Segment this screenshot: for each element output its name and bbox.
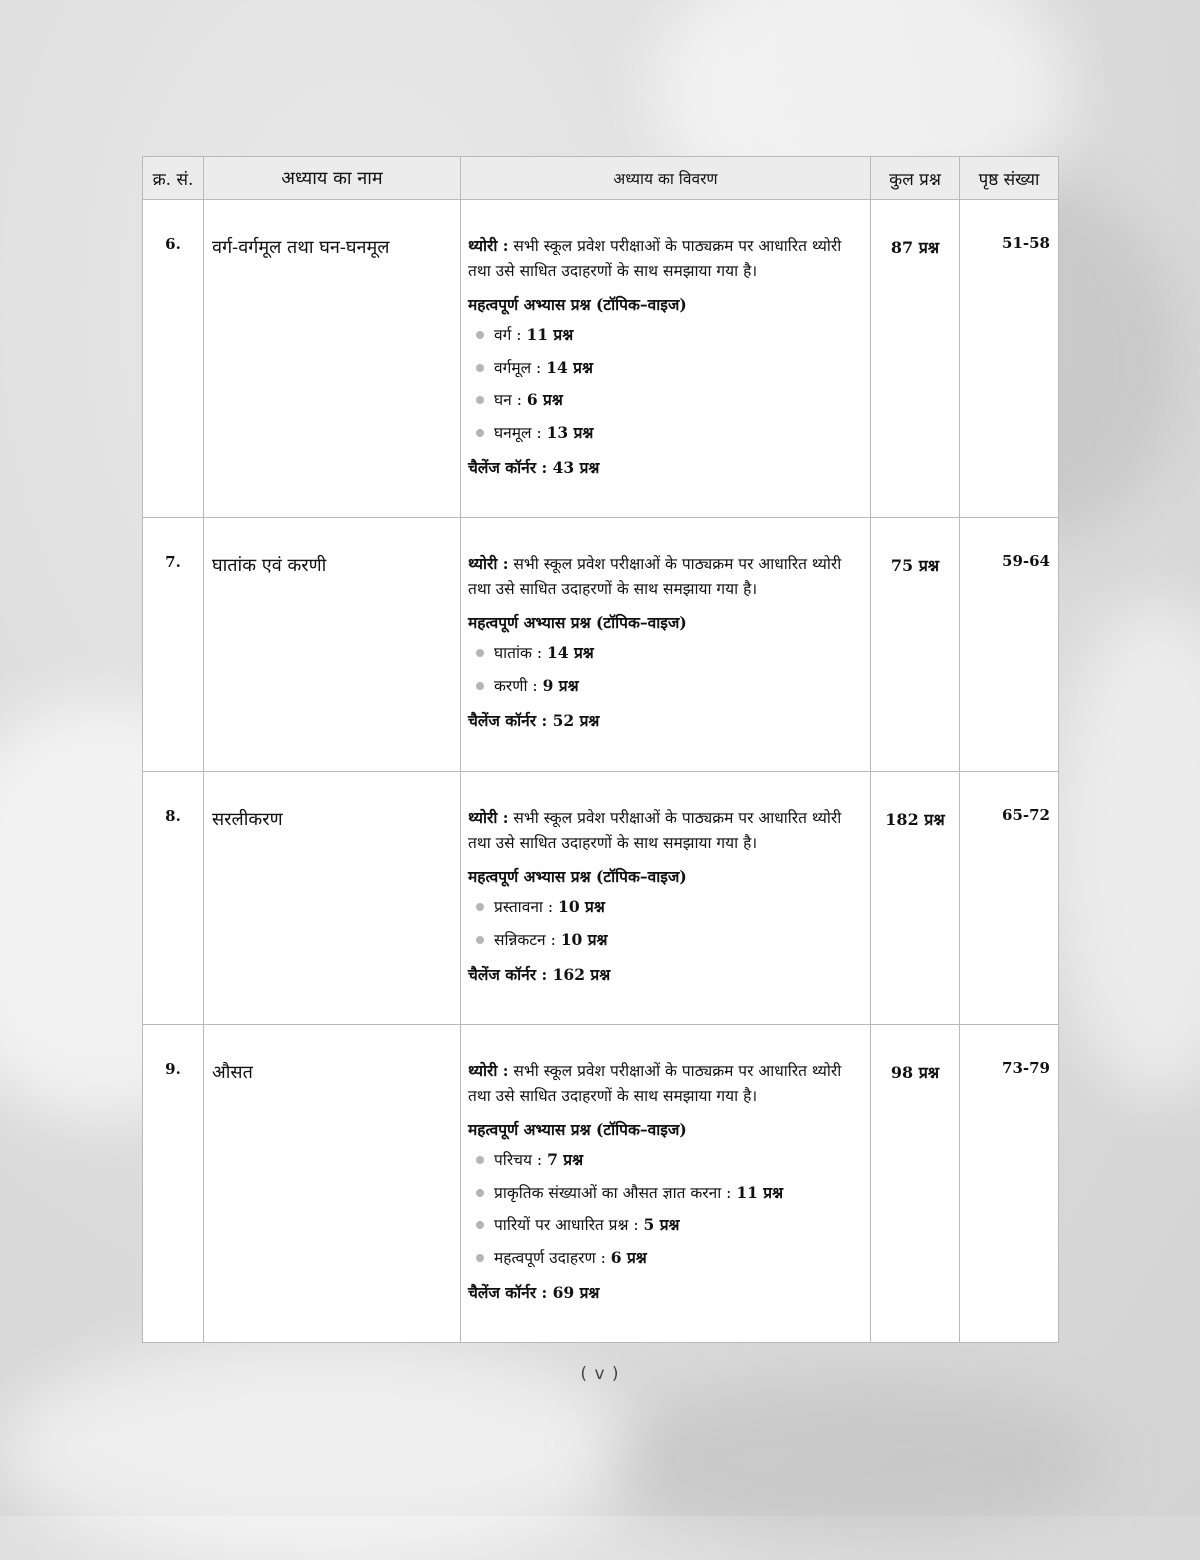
topic-item (468, 1246, 864, 1279)
serial-number: 9. (165, 1060, 181, 1078)
bullet-icon (476, 396, 484, 404)
topic-item (468, 1213, 864, 1246)
chapter-name: औसत (212, 1062, 253, 1083)
topic-item (468, 1181, 864, 1214)
topic-name: प्राकृतिक संख्याओं का औसत ज्ञात करना : (494, 1183, 732, 1202)
topic-name: महत्वपूर्ण उदाहरण : (494, 1248, 606, 1267)
chapter-name: घातांक एवं करणी (212, 555, 327, 576)
bullet-icon (476, 936, 484, 944)
chapter-details-cell (461, 1025, 871, 1343)
theory-text: सभी स्कूल प्रवेश परीक्षाओं के पाठ्यक्रम पर आधारित थ्योरी तथा उसे साधित उदाहरणों के साथ समझाया गया है। (468, 237, 842, 280)
important-questions-heading: महत्वपूर्ण अभ्यास प्रश्न (टॉपिक–वाइज) (468, 1120, 687, 1139)
theory-text: सभी स्कूल प्रवेश परीक्षाओं के पाठ्यक्रम पर आधारित थ्योरी तथा उसे साधित उदाहरणों के साथ समझाया गया है। (468, 1062, 842, 1105)
topic-count: 9 प्रश्न (542, 675, 579, 695)
topic-count: 6 प्रश्न (526, 390, 563, 409)
theory-label: थ्योरी : (468, 1061, 509, 1080)
page-range: 59-64 (1002, 552, 1050, 570)
topic-item (468, 323, 864, 356)
header-chapter-details: अध्याय का विवरण (461, 157, 871, 200)
theory-label: थ्योरी : (468, 236, 509, 255)
topic-list (468, 641, 864, 706)
bullet-icon (476, 682, 484, 690)
challenge-corner: चैलेंज कॉर्नर : 69 प्रश्न (468, 1283, 600, 1302)
total-questions-cell (871, 200, 960, 518)
bullet-icon (476, 331, 484, 339)
chapter-details-cell (461, 518, 871, 772)
topic-item (468, 356, 864, 389)
topic-item (468, 421, 864, 454)
topic-name: परिचय : (494, 1151, 543, 1169)
important-questions-heading: महत्वपूर्ण अभ्यास प्रश्न (टॉपिक–वाइज) (468, 867, 687, 886)
chapter-name: वर्ग-वर्गमूल तथा घन-घनमूल (212, 237, 390, 258)
topic-item (468, 928, 864, 961)
bullet-icon (476, 1254, 484, 1262)
theory-label: थ्योरी : (468, 554, 509, 573)
chapter-details-cell (461, 772, 871, 1025)
serial-cell (143, 772, 204, 1025)
serial-cell (143, 518, 204, 772)
total-questions: 98 प्रश्न (890, 1063, 940, 1082)
theory-text: सभी स्कूल प्रवेश परीक्षाओं के पाठ्यक्रम पर आधारित थ्योरी तथा उसे साधित उदाहरणों के साथ समझाया गया है। (468, 809, 842, 852)
important-questions-heading: महत्वपूर्ण अभ्यास प्रश्न (टॉपिक–वाइज) (468, 613, 687, 632)
bullet-icon (476, 1221, 484, 1229)
header-page-numbers: पृष्ठ संख्या (960, 157, 1059, 200)
topic-name: घातांक : (494, 644, 543, 662)
header-serial: क्र. सं. (143, 157, 204, 200)
header-total-questions: कुल प्रश्न (871, 157, 960, 200)
page-numbers-cell (960, 200, 1059, 518)
page-numbers-cell (960, 772, 1059, 1025)
contents-table (142, 156, 1059, 1343)
theory-label: थ्योरी : (468, 808, 509, 827)
topic-count: 11 प्रश्न (526, 325, 574, 344)
serial-cell (143, 1025, 204, 1343)
topic-count: 7 प्रश्न (547, 1150, 584, 1169)
chapter-name-cell (204, 518, 461, 772)
page-numbers-cell (960, 518, 1059, 772)
topic-name: प्रस्तावना : (494, 898, 554, 916)
topic-name: पारियों पर आधारित प्रश्न : (494, 1216, 639, 1234)
serial-number: 6. (165, 235, 181, 253)
total-questions-cell (871, 518, 960, 772)
important-questions-heading: महत्वपूर्ण अभ्यास प्रश्न (टॉपिक–वाइज) (468, 295, 687, 314)
bullet-icon (476, 429, 484, 437)
table-row (143, 1025, 1059, 1343)
bullet-icon (476, 1156, 484, 1164)
topic-name: घनमूल : (494, 423, 542, 442)
topic-list (468, 323, 864, 453)
topic-count: 6 प्रश्न (610, 1247, 647, 1267)
theory-description (468, 551, 864, 602)
table-header-row (143, 157, 1059, 200)
total-questions: 87 प्रश्न (890, 238, 940, 257)
table-row (143, 518, 1059, 772)
topic-name: वर्गमूल : (494, 358, 542, 377)
topic-item (468, 388, 864, 421)
table-row (143, 772, 1059, 1025)
challenge-corner: चैलेंज कॉर्नर : 52 प्रश्न (468, 711, 600, 730)
chapter-name-cell (204, 772, 461, 1025)
serial-cell (143, 200, 204, 518)
page-number: ( v ) (580, 1364, 620, 1384)
challenge-corner: चैलेंज कॉर्नर : 162 प्रश्न (468, 965, 611, 984)
page-numbers-cell (960, 1025, 1059, 1343)
bullet-icon (476, 903, 484, 911)
topic-item (468, 641, 864, 674)
topic-list (468, 895, 864, 960)
total-questions-cell (871, 1025, 960, 1343)
contents-table-container (142, 156, 1060, 1343)
total-questions: 75 प्रश्न (890, 556, 940, 575)
chapter-name-cell (204, 200, 461, 518)
topic-item (468, 674, 864, 707)
bullet-icon (476, 364, 484, 372)
topic-count: 10 प्रश्न (558, 897, 605, 916)
topic-count: 14 प्रश्न (546, 357, 593, 377)
topic-item (468, 895, 864, 928)
theory-description (468, 1058, 864, 1109)
header-chapter-name: अध्याय का नाम (204, 157, 461, 200)
serial-number: 8. (165, 807, 181, 825)
table-body (143, 200, 1059, 1343)
topic-list (468, 1148, 864, 1278)
challenge-corner: चैलेंज कॉर्नर : 43 प्रश्न (468, 458, 600, 477)
topic-count: 13 प्रश्न (546, 422, 594, 442)
background-shape (600, 1380, 1100, 1540)
table-row (143, 200, 1059, 518)
page-range: 51-58 (1002, 234, 1050, 252)
chapter-details-cell (461, 200, 871, 518)
topic-name: वर्ग : (494, 326, 522, 344)
chapter-name-cell (204, 1025, 461, 1343)
serial-number: 7. (165, 553, 181, 571)
topic-count: 14 प्रश्न (547, 643, 594, 662)
total-questions-cell (871, 772, 960, 1025)
background-shape (1050, 600, 1200, 1100)
theory-text: सभी स्कूल प्रवेश परीक्षाओं के पाठ्यक्रम पर आधारित थ्योरी तथा उसे साधित उदाहरणों के साथ समझाया गया है। (468, 555, 842, 598)
bullet-icon (476, 1189, 484, 1197)
topic-name: घन : (494, 391, 522, 409)
topic-count: 11 प्रश्न (736, 1182, 784, 1202)
total-questions: 182 प्रश्न (885, 810, 945, 829)
page-range: 65-72 (1002, 806, 1050, 824)
topic-count: 5 प्रश्न (643, 1215, 680, 1234)
topic-name: सन्निकटन : (494, 930, 556, 949)
theory-description (468, 805, 864, 856)
topic-item (468, 1148, 864, 1181)
page-range: 73-79 (1002, 1059, 1050, 1077)
topic-name: करणी : (494, 676, 538, 695)
chapter-name: सरलीकरण (212, 809, 283, 830)
bullet-icon (476, 649, 484, 657)
theory-description (468, 233, 864, 284)
topic-count: 10 प्रश्न (560, 929, 608, 949)
